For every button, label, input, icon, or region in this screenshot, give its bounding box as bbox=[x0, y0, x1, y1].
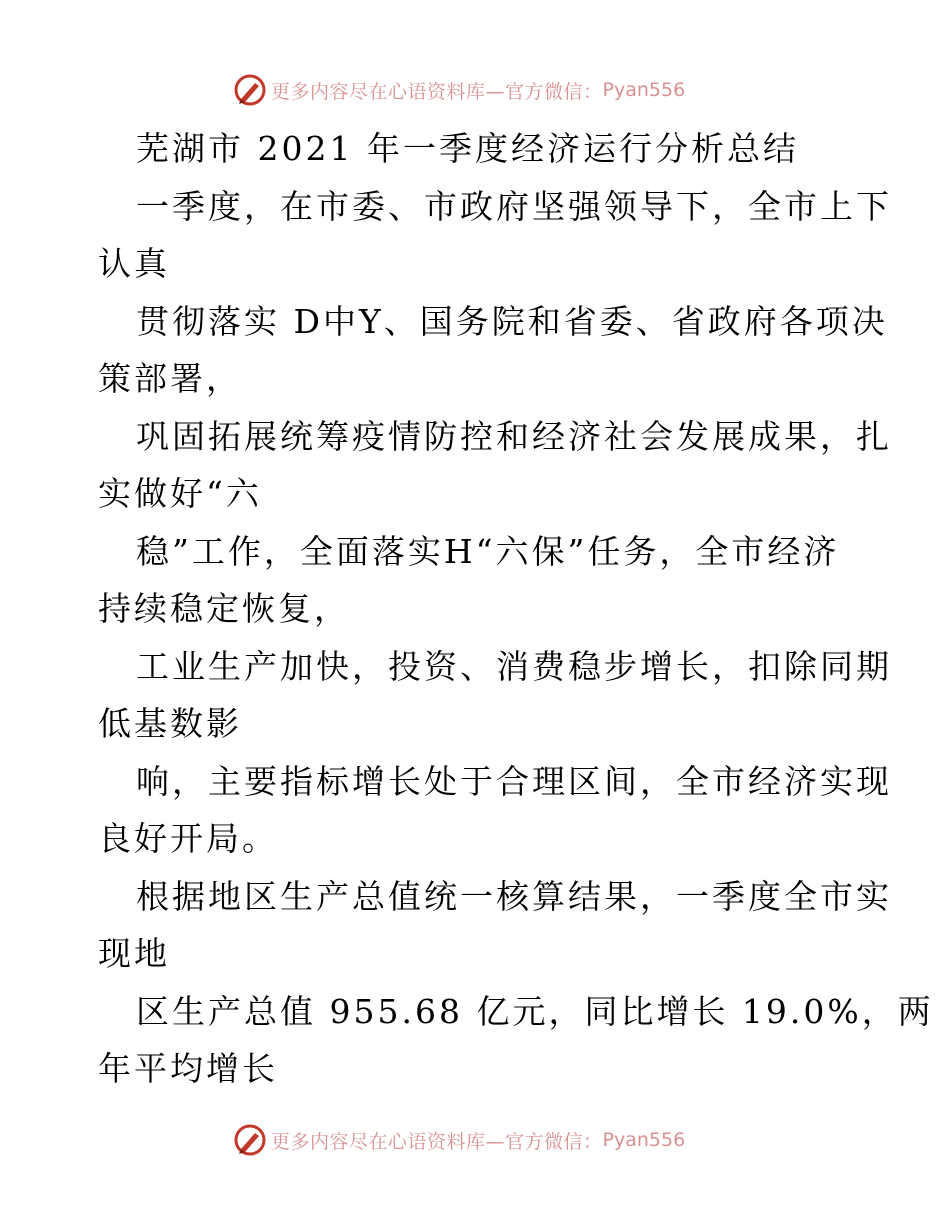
paragraph-line: 良好开局。 bbox=[98, 819, 278, 858]
paragraph-line: 区生产总值 955.68 亿元，同比增长 19.0%，两 bbox=[136, 991, 934, 1031]
watermark-banner-bottom bbox=[233, 1122, 685, 1158]
watermark-wechat-id: Pyan556 bbox=[602, 79, 686, 101]
paragraph-line: 巩固拓展统筹疫情防控和经济社会发展成果，扎 bbox=[136, 416, 892, 456]
watermark-wechat-id: Pyan556 bbox=[602, 1129, 686, 1151]
paragraph-line: 策部署， bbox=[98, 359, 242, 398]
paragraph-line: 贯彻落实 D中Y、国务院和省委、省政府各项决 bbox=[136, 301, 888, 341]
paragraph-line: 响，主要指标增长处于合理区间，全市经济实现 bbox=[136, 761, 892, 801]
paragraph-line: 一季度，在市委、市政府坚强领导下，全市上下 bbox=[136, 186, 892, 226]
paragraph-line: 现地 bbox=[98, 934, 170, 973]
paragraph-line: 实做好“六 bbox=[98, 474, 262, 513]
paragraph-line: 稳”工作，全面落实H“六保”任务，全市经济 bbox=[136, 531, 840, 571]
paragraph-line: 根据地区生产总值统一核算结果，一季度全市实 bbox=[136, 876, 892, 916]
paragraph-line: 持续稳定恢复， bbox=[98, 589, 350, 628]
watermark-text: 更多内容尽在心语资料库—官方微信： bbox=[271, 80, 603, 103]
document-body bbox=[98, 120, 934, 1098]
watermark-text: 更多内容尽在心语资料库—官方微信： bbox=[271, 1130, 603, 1153]
paragraph-line: 低基数影 bbox=[98, 704, 242, 743]
watermark-banner-top bbox=[233, 72, 685, 108]
paragraph-line: 年平均增长 bbox=[98, 1049, 278, 1088]
paragraph-line: 工业生产加快，投资、消费稳步增长，扣除同期 bbox=[136, 646, 892, 686]
paragraph-line: 认真 bbox=[98, 244, 170, 283]
red-pen-circle-logo-icon bbox=[233, 73, 267, 107]
red-pen-circle-logo-icon bbox=[233, 1123, 267, 1157]
document-title: 芜湖市 2021 年一季度经济运行分析总结 bbox=[136, 129, 799, 168]
